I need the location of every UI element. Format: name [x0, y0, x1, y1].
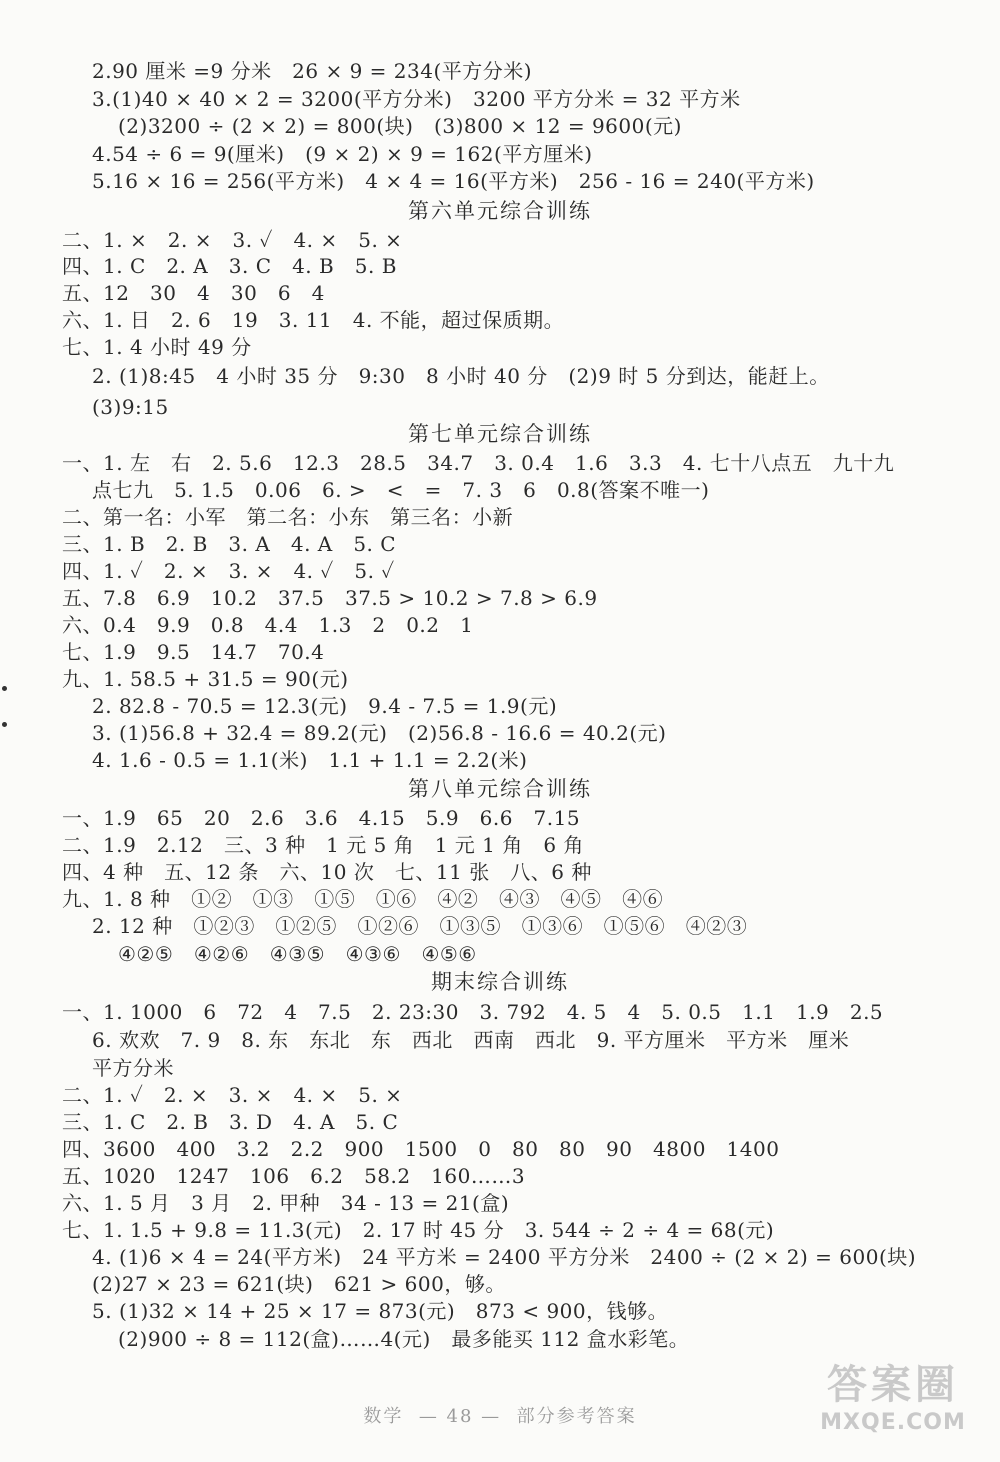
- answer-line: 四、1. C 2. A 3. C 4. B 5. B: [62, 254, 397, 278]
- answer-line: 2.90 厘米 =9 分米 26 × 9 = 234(平方分米): [92, 59, 533, 83]
- section-heading: 第八单元综合训练: [408, 777, 592, 801]
- answer-line: 3. (1)56.8 + 32.4 = 89.2(元) (2)56.8 - 16.6 = 40.2(元): [92, 721, 667, 745]
- answer-line: 五、1020 1247 106 6.2 58.2 160……3: [62, 1164, 526, 1188]
- answer-line: 一、1. 左 右 2. 5.6 12.3 28.5 34.7 3. 0.4 1.6 3.3 4. 七十八点五 九十九: [62, 451, 895, 475]
- section-heading: 期末综合训练: [431, 970, 569, 994]
- answer-line: (3)9:15: [92, 395, 169, 419]
- answer-line: 4. 1.6 - 0.5 = 1.1(米) 1.1 + 1.1 = 2.2(米): [92, 748, 528, 772]
- answer-line: 3.(1)40 × 40 × 2 = 3200(平方分米) 3200 平方分米 = 32 平方米: [92, 87, 741, 111]
- answer-line: 2. 82.8 - 70.5 = 12.3(元) 9.4 - 7.5 = 1.9(元): [92, 694, 558, 718]
- answer-line: 点七九 5. 1.5 0.06 6. > < = 7. 3 6 0.8(答案不唯一): [92, 478, 710, 502]
- answer-line: 五、7.8 6.9 10.2 37.5 37.5 > 10.2 > 7.8 > 6.9: [62, 586, 598, 610]
- section-heading: 第六单元综合训练: [408, 199, 592, 223]
- answer-line: 四、4 种 五、12 条 六、10 次 七、11 张 八、6 种: [62, 860, 592, 884]
- section-heading: 第七单元综合训练: [408, 422, 592, 446]
- answer-line: 4.54 ÷ 6 = 9(厘米) (9 × 2) × 9 = 162(平方厘米): [92, 142, 593, 166]
- margin-dot: [2, 686, 7, 691]
- watermark-url: MXQE.COM: [820, 1410, 966, 1435]
- answer-line: 二、1. ✓ 2. × 3. × 4. × 5. ×: [62, 1083, 403, 1107]
- page-footer: 数学 — 48 — 部分参考答案: [363, 1406, 637, 1427]
- answer-line: 三、1. C 2. B 3. D 4. A 5. C: [62, 1110, 399, 1134]
- margin-dot: [2, 722, 7, 727]
- answer-line: 二、1.9 2.12 三、3 种 1 元 5 角 1 元 1 角 6 角: [62, 833, 584, 857]
- answer-line: 4. (1)6 × 4 = 24(平方米) 24 平方米 = 2400 平方分米 2400 ÷ (2 × 2) = 600(块): [92, 1245, 917, 1269]
- answer-line: 三、1. B 2. B 3. A 4. A 5. C: [62, 532, 397, 556]
- watermark-logo-text: 答案圈: [827, 1362, 959, 1408]
- answer-line: (2)3200 ÷ (2 × 2) = 800(块) (3)800 × 12 = 9600(元): [118, 114, 682, 138]
- answer-line: 一、1. 1000 6 72 4 7.5 2. 23:30 3. 792 4. 5 4 5. 0.5 1.1 1.9 2.5: [62, 1000, 884, 1024]
- answer-line: (2)900 ÷ 8 = 112(盒)……4(元) 最多能买 112 盒水彩笔。: [118, 1327, 690, 1351]
- answer-line: 六、1. 日 2. 6 19 3. 11 4. 不能，超过保质期。: [62, 308, 565, 332]
- answer-line: 二、1. × 2. × 3. ✓ 4. × 5. ×: [62, 228, 403, 252]
- answer-line: 七、1.9 9.5 14.7 70.4: [62, 640, 325, 664]
- answer-line: 2. (1)8:45 4 小时 35 分 9:30 8 小时 40 分 (2)9 时 5 分到达，能赶上。: [92, 364, 830, 388]
- answer-line: 5.16 × 16 = 256(平方米) 4 × 4 = 16(平方米) 256 - 16 = 240(平方米): [92, 169, 815, 193]
- answer-line: 五、12 30 4 30 6 4: [62, 281, 325, 305]
- answer-line: 七、1. 1.5 + 9.8 = 11.3(元) 2. 17 时 45 分 3. 544 ÷ 2 ÷ 4 = 68(元): [62, 1218, 775, 1242]
- answer-line: 九、1. 58.5 + 31.5 = 90(元): [62, 667, 349, 691]
- answer-line: 四、3600 400 3.2 2.2 900 1500 0 80 80 90 4800 1400: [62, 1137, 780, 1161]
- answer-line: 六、0.4 9.9 0.8 4.4 1.3 2 0.2 1: [62, 613, 474, 637]
- answer-line: ④②⑤ ④②⑥ ④③⑤ ④③⑥ ④⑤⑥: [118, 942, 477, 966]
- answer-line: (2)27 × 23 = 621(块) 621 > 600，够。: [92, 1272, 506, 1296]
- answer-line: 6. 欢欢 7. 9 8. 东 东北 东 西北 西南 西北 9. 平方厘米 平方米 厘米: [92, 1028, 850, 1052]
- answer-line: 六、1. 5 月 3 月 2. 甲种 34 - 13 = 21(盒): [62, 1191, 510, 1215]
- answer-line: 2. 12 种 ①②③ ①②⑤ ①②⑥ ①③⑤ ①③⑥ ①⑤⑥ ④②③: [92, 914, 748, 938]
- answer-line: 一、1.9 65 20 2.6 3.6 4.15 5.9 6.6 7.15: [62, 806, 581, 830]
- answer-line: 平方分米: [92, 1056, 174, 1080]
- answer-line: 九、1. 8 种 ①② ①③ ①⑤ ①⑥ ④② ④③ ④⑤ ④⑥: [62, 887, 664, 911]
- answer-line: 二、第一名：小军 第二名：小东 第三名：小新: [62, 505, 514, 529]
- answer-line: 七、1. 4 小时 49 分: [62, 335, 252, 359]
- answer-line: 5. (1)32 × 14 + 25 × 17 = 873(元) 873 < 900，钱够。: [92, 1299, 669, 1323]
- answer-line: 四、1. ✓ 2. × 3. × 4. ✓ 5. ✓: [62, 559, 395, 583]
- site-watermark: [798, 1360, 988, 1450]
